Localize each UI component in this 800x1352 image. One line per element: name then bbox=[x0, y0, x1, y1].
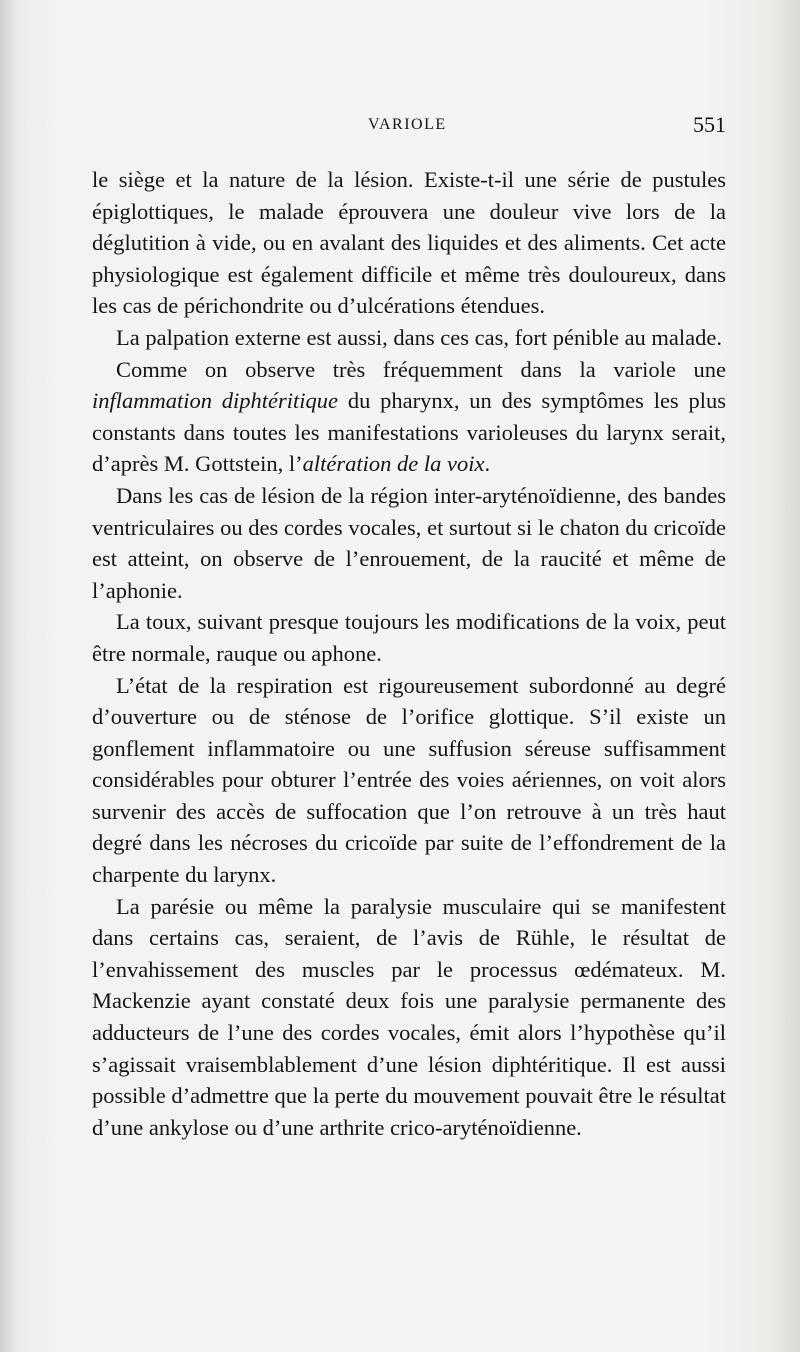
paragraph-3-italic-phrase: altération de la voix bbox=[302, 451, 485, 477]
paragraph-5: La toux, suivant presque toujours les modifications de la voix, peut être normale, rauque ou aphone. bbox=[92, 609, 726, 666]
running-head bbox=[90, 112, 730, 142]
paragraph-3-part-e: . bbox=[484, 451, 491, 477]
page-number: 551 bbox=[693, 112, 726, 137]
paragraph-3-italic-term: inflammation diphtéritique bbox=[92, 388, 339, 414]
paragraph-6: L’état de la respiration est rigoureusement subordonné au degré d’ouverture ou de sténose de l’orifice glottique. S’il existe un gonflement inflammatoire ou une suffusion séreuse suffisamment considérables pour obturer l’entrée des voies aériennes, on voit alors survenir des accès de suffocation que l’on retrouve à un très haut degré dans les nécroses du cricoïde par suite de l’effondrement de la charpente du larynx. bbox=[92, 672, 726, 888]
paragraph-2: La palpation externe est aussi, dans ces cas, fort pénible au malade. bbox=[116, 324, 723, 350]
paragraph-3-part-a: Comme on observe très fréquemment dans la variole une bbox=[116, 356, 726, 382]
paragraph-3 bbox=[92, 354, 726, 480]
paragraph-4: Dans les cas de lésion de la région inter-aryténoïdienne, des bandes ventriculaires ou des cordes vocales, et surtout si le chaton du cricoïde est atteint, on observe de l’enrouement, de la raucité et même de l’aphonie. bbox=[92, 482, 726, 603]
paragraph-1: le siège et la nature de la lésion. Existe-t-il une série de pustules épiglottiques, le malade éprouvera une douleur vive lors de la déglutition à vide, ou en avalant des liquides et des aliments. Cet acte physiologique est également difficile et même très douloureux, dans les cas de périchondrite ou d’ulcérations étendues. bbox=[92, 167, 726, 319]
body-text bbox=[92, 164, 726, 1143]
running-title: VARIOLE bbox=[368, 116, 447, 133]
paragraph-7: La parésie ou même la paralysie musculaire qui se manifestent dans certains cas, seraient, de l’avis de Rühle, le résultat de l’envahissement des muscles par le processus œdémateux. M. Mackenzie ayant constaté deux fois une paralysie permanente des adducteurs de l’une des cordes vocales, émit alors l’hypothèse qu’il s’agissait vraisemblablement d’une lésion diphtéritique. Il est aussi possible d’admettre que la perte du mouvement pouvait être le résultat d’une ankylose ou d’une arthrite crico-aryténoïdienne. bbox=[92, 893, 726, 1140]
paragraph-3-part-c: du pharynx, un des symptômes les plus constants dans toutes les manifestations varioleuses du larynx serait, d’après M. Gottstein, l’ bbox=[92, 388, 726, 477]
